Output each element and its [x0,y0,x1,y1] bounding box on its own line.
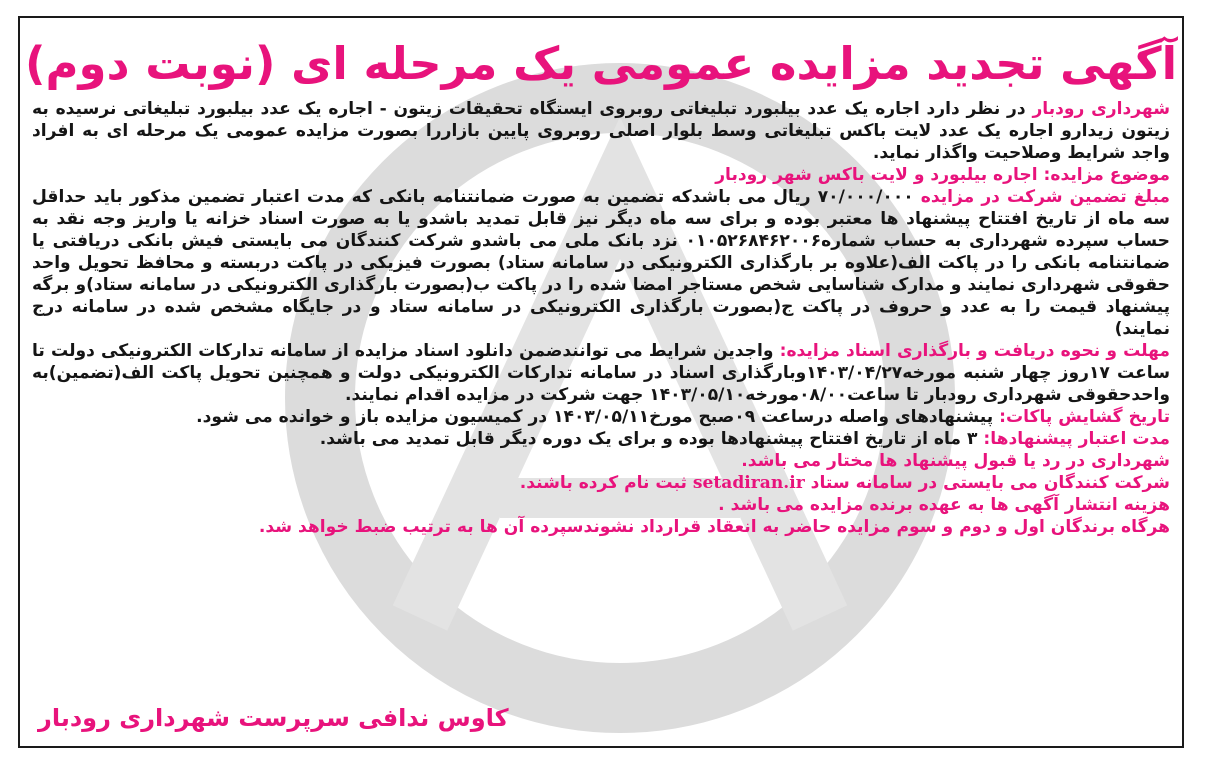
signature-block [38,704,509,732]
note-3: هزینه انتشار آگهی ها به عهده برنده مزایده می باشد . [718,495,1170,515]
notice-body [32,98,1170,538]
note-1: شهرداری در رد یا قبول پیشنهاد ها مختار می باشد. [741,451,1170,471]
validity-paragraph: مدت اعتبار پیشنهادها: ۳ ماه از تاریخ افتتاح پیشنهادها بوده و برای یک دوره دیگر قابل تمدید می باشد. [319,429,1170,449]
note-4: هرگاه برندگان اول و دوم و سوم مزایده حاضر به انعقاد قرارداد نشوندسپرده آن ها به ترتیب ضبط خواهد شد. [258,517,1170,537]
setadiran-link[interactable]: setadiran.ir [692,473,805,493]
intro-paragraph: شهرداری رودبار در نظر دارد اجاره یک عدد بیلبورد تبلیغاتی روبروی ایستگاه تحقیقات زیتون - اجاره یک عدد بیلبورد تبلیغاتی نرسیده به زیتون زیدارو اجاره یک عدد لایت باکس تبلیغاتی وسط بلوار اصلی روبروی پایین بازاررا بصورت مزایده عمومی یک مرحله ای به افراد واجد شرایط وصلاحیت واگذار نماید. [32,99,1171,163]
signature: کاوس ندافی سرپرست شهرداری رودبار [38,704,509,732]
deadline-paragraph: مهلت و نحوه دریافت و بارگذاری اسناد مزایده: واجدین شرایط می توانندضمن دانلود اسناد مزایده از سامانه تدارکات الکترونیکی دولت تا ساعت ۱۷روز چهار شنبه مورخه۱۴۰۳/۰۴/۲۷وبارگذاری اسناد در سامانه تدارکات الکترونیکی دولت و همچنین تحویل پاکت الف(تضمین)به واحدحقوقی شهرداری رودبار تا ساعت۰۸/۰۰مورخه۱۴۰۳/۰۵/۱۰ جهت شرکت در مزایده اقدام نمایند. [32,341,1171,405]
opening-paragraph: تاریخ گشایش پاکات: پیشنهادهای واصله درساعت ۰۹صبح مورخ۱۴۰۳/۰۵/۱۱ در کمیسیون مزایده باز و خوانده می شود. [196,407,1170,427]
notice-title: آگهی تجدید مزایده عمومی یک مرحله ای (نوبت دوم) [24,37,1178,90]
notice-frame [18,16,1184,748]
note-2: شرکت کنندگان می بایستی در سامانه ستاد setadiran.ir ثبت نام کرده باشند. [519,473,1170,493]
guarantee-paragraph: مبلغ تضمین شرکت در مزایده ۷۰/۰۰۰/۰۰۰ ریال می باشدکه تضمین به صورت ضمانتنامه بانکی که مدت اعتبار تضمین مذکور باید حداقل سه ماه از تاریخ افتتاح پیشنهاد ها معتبر بوده و برای سه ماه دیگر نیز قابل تمدید باشدو یا به صورت اسناد خزانه یا واریز وجه نقد به حساب سپرده شهرداری به حساب شماره۰۱۰۵۲۶۸۴۶۲۰۰۶ نزد بانک ملی می باشدو شرکت کنندگان می بایستی فیش بانکی دریافتی یا ضمانتنامه بانکی را در پاکت الف(علاوه بر بارگذاری الکترونیکی در سامانه ستاد) بصورت فیزیکی در پاکت دربسته و محافظ تحویل واحد حقوقی شهرداری نمایند و مدارک شناسایی شخص مستاجر امضا شده را در پاکت ب(بصورت بارگذاری الکترونیکی در سامانه ستاد)و برگه پیشنهاد قیمت را به عدد و حروف در پاکت ج(بصورت بارگذاری الکترونیکی در سامانه ستاد و در جایگاه مشخص شده در سامانه درج نمایند) [32,187,1171,339]
subject-line: موضوع مزایده: اجاره بیلبورد و لایت باکس شهر رودبار [715,165,1170,185]
org-name: شهرداری رودبار [1032,99,1171,119]
